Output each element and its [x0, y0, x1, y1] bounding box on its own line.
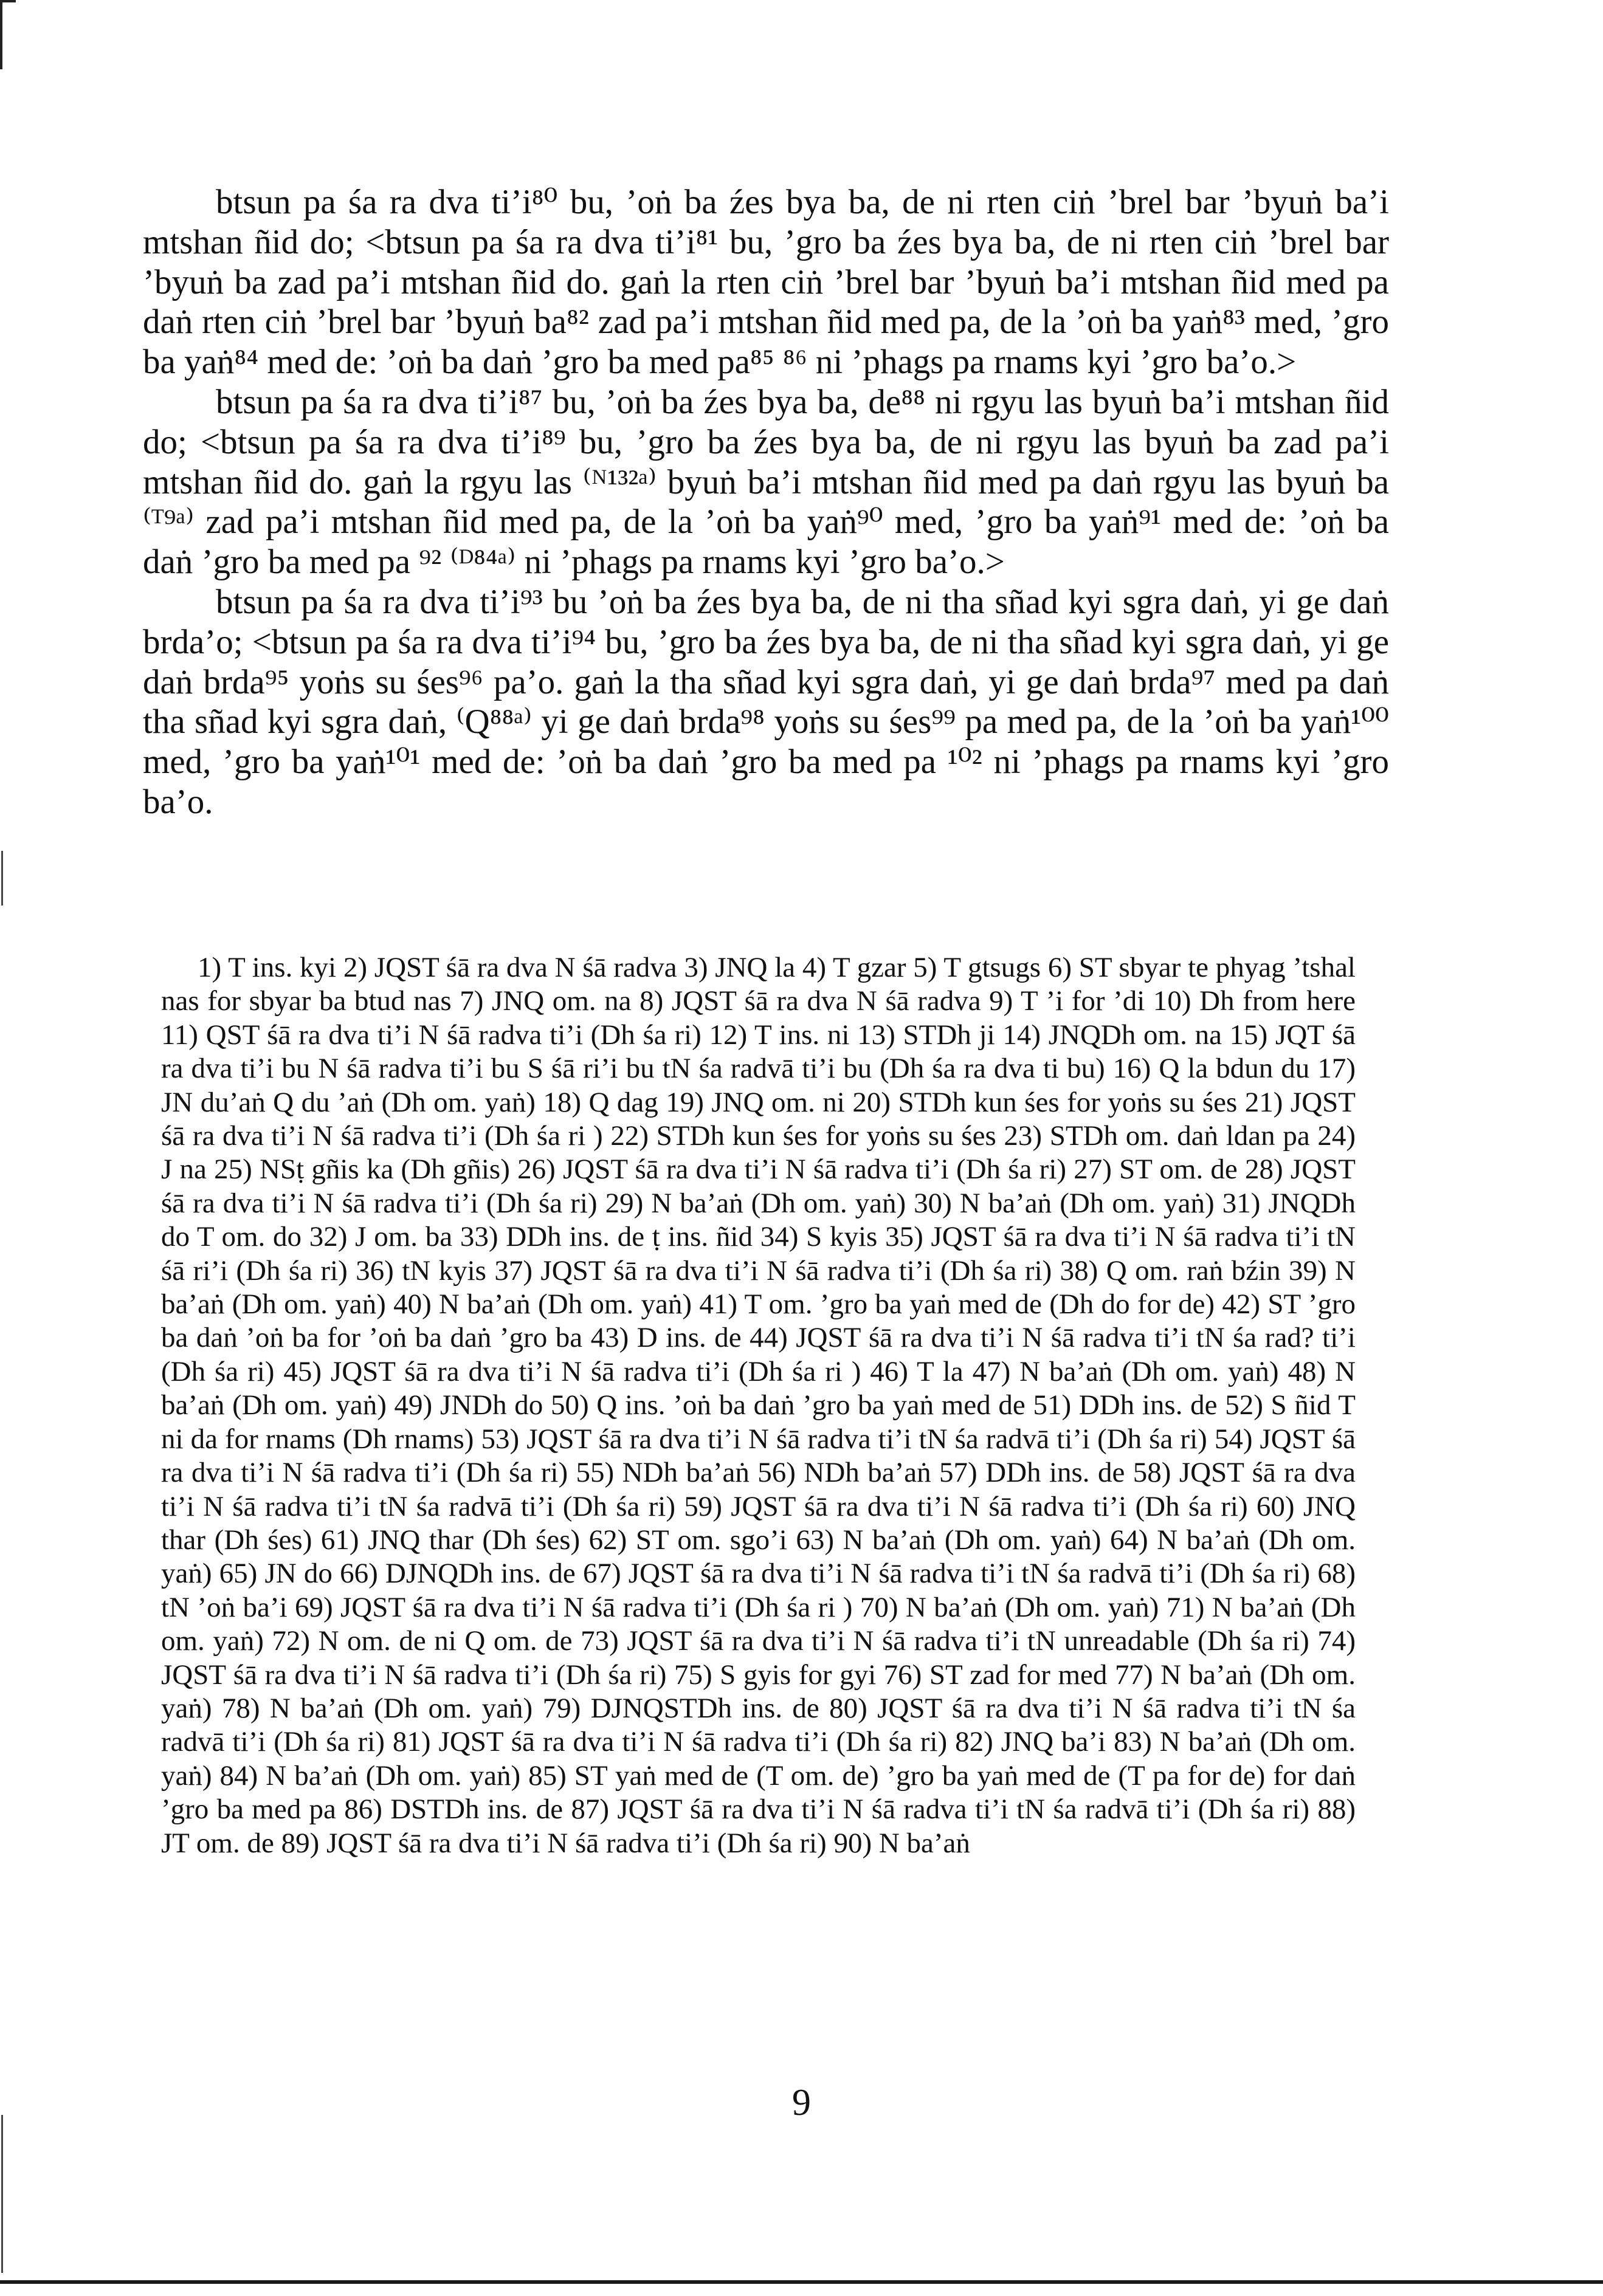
- footnotes-block: [161, 951, 1356, 1860]
- scan-bottom-edge: [0, 2280, 1603, 2284]
- main-paragraph: btsun pa śa ra dva ti’i⁸⁷ bu, ’oṅ ba źes bya ba, de⁸⁸ ni rgyu las byuṅ ba’i mtshan ñid do; <btsun pa śa ra dva ti’i⁸⁹ bu, ’gro ba źes bya ba, de ni rgyu las byuṅ ba zad pa’i mtshan ñid do. gaṅ la rgyu las ⁽ᴺ¹³²ᵃ⁾ byuṅ ba’i mtshan ñid med pa daṅ rgyu las byuṅ ba ⁽ᵀ⁹ᵃ⁾ zad pa’i mtshan ñid med pa, de la ’oṅ ba yaṅ⁹⁰ med, ’gro ba yaṅ⁹¹ med de: ’oṅ ba daṅ ’gro ba med pa ⁹² ⁽ᴰ⁸⁴ᵃ⁾ ni ’phags pa rnams kyi ’gro ba’o.>: [143, 382, 1389, 582]
- page-number: 9: [792, 2082, 811, 2123]
- scan-corner-mark: [0, 0, 16, 69]
- main-text-block: [143, 182, 1389, 822]
- main-paragraph: btsun pa śa ra dva ti’i⁸⁰ bu, ’oṅ ba źes bya ba, de ni rten ciṅ ’brel bar ’byuṅ ba’i mtshan ñid do; <btsun pa śa ra dva ti’i⁸¹ bu, ’gro ba źes bya ba, de ni rten ciṅ ’brel bar ’byuṅ ba zad pa’i mtshan ñid do. gaṅ la rten ciṅ ’brel bar ’byuṅ ba’i mtshan ñid med pa daṅ rten ciṅ ’brel bar ’byuṅ ba⁸² zad pa’i mtshan ñid med pa, de la ’oṅ ba yaṅ⁸³ med, ’gro ba yaṅ⁸⁴ med de: ’oṅ ba daṅ ’gro ba med pa⁸⁵ ⁸⁶ ni ’phags pa rnams kyi ’gro ba’o.>: [143, 183, 1389, 382]
- footnotes-text: 1) T ins. kyi 2) JQST śā ra dva N śā radva 3) JNQ la 4) T gzar 5) T gtsugs 6) ST sbyar te phyag ’tshal nas for sbyar ba btud nas 7) JNQ om. na 8) JQST śā ra dva N śā radva 9) T ’i for ’di 10) Dh from here 11) QST śā ra dva ti’i N śā radva ti’i (Dh śa ri) 12) T ins. ni 13) STDh ji 14) JNQDh om. na 15) JQT śā ra dva ti’i bu N śā radva ti’i bu S śā ri’i bu tN śa radvā ti’i bu (Dh śa ra dva ti bu) 16) Q la bdun du 17) JN du’aṅ Q du ’aṅ (Dh om. yaṅ) 18) Q dag 19) JNQ om. ni 20) STDh kun śes for yoṅs su śes 21) JQST śā ra dva ti’i N śā radva ti’i (Dh śa ri ) 22) STDh kun śes for yoṅs su śes 23) STDh om. daṅ ldan pa 24) J na 25) NSṭ gñis ka (Dh gñis) 26) JQST śā ra dva ti’i N śā radva ti’i (Dh śa ri) 27) ST om. de 28) JQST śā ra dva ti’i N śā radva ti’i (Dh śa ri) 29) N ba’aṅ (Dh om. yaṅ) 30) N ba’aṅ (Dh om. yaṅ) 31) JNQDh do T om. do 32) J om. ba 33) DDh ins. de ṭ ins. ñid 34) S kyis 35) JQST śā ra dva ti’i N śā radva ti’i tN śā ri’i (Dh śa ri) 36) tN kyis 37) JQST śā ra dva ti’i N śā radva ti’i (Dh śa ri) 38) Q om. raṅ bźin 39) N ba’aṅ (Dh om. yaṅ) 40) N ba’aṅ (Dh om. yaṅ) 41) T om. ’gro ba yaṅ med de (Dh do for de) 42) ST ’gro ba daṅ ’oṅ ba for ’oṅ ba daṅ ’gro ba 43) D ins. de 44) JQST śā ra dva ti’i N śā radva ti’i tN śa rad? ti’i (Dh śa ri) 45) JQST śā ra dva ti’i N śā radva ti’i (Dh śa ri ) 46) T la 47) N ba’aṅ (Dh om. yaṅ) 48) N ba’aṅ (Dh om. yaṅ) 49) JNDh do 50) Q ins. ’oṅ ba daṅ ’gro ba yaṅ med de 51) DDh ins. de 52) S ñid T ni da for rnams (Dh rnams) 53) JQST śā ra dva ti’i N śā radva ti’i tN śa radvā ti’i (Dh śa ri) 54) JQST śā ra dva ti’i N śā radva ti’i (Dh śa ri) 55) NDh ba’aṅ 56) NDh ba’aṅ 57) DDh ins. de 58) JQST śā ra dva ti’i N śā radva ti’i tN śa radvā ti’i (Dh śa ri) 59) JQST śā ra dva ti’i N śā radva ti’i (Dh śa ri) 60) JNQ thar (Dh śes) 61) JNQ thar (Dh śes) 62) ST om. sgo’i 63) N ba’aṅ (Dh om. yaṅ) 64) N ba’aṅ (Dh om. yaṅ) 65) JN do 66) DJNQDh ins. de 67) JQST śā ra dva ti’i N śā radva ti’i tN śa radvā ti’i (Dh śa ri) 68) tN ’oṅ ba’i 69) JQST śā ra dva ti’i N śā radva ti’i (Dh śa ri ) 70) N ba’aṅ (Dh om. yaṅ) 71) N ba’aṅ (Dh om. yaṅ) 72) N om. de ni Q om. de 73) JQST śā ra dva ti’i N śā radva ti’i tN unreadable (Dh śa ri) 74) JQST śā ra dva ti’i N śā radva ti’i (Dh śa ri) 75) S gyis for gyi 76) ST zad for med 77) N ba’aṅ (Dh om. yaṅ) 78) N ba’aṅ (Dh om. yaṅ) 79) DJNQSTDh ins. de 80) JQST śā ra dva ti’i N śā radva ti’i tN śa radvā ti’i (Dh śa ri) 81) JQST śā ra dva ti’i N śā radva ti’i (Dh śa ri) 82) JNQ ba’i 83) N ba’aṅ (Dh om. yaṅ) 84) N ba’aṅ (Dh om. yaṅ) 85) ST yaṅ med de (T om. de) ’gro ba yaṅ med de (T pa for de) for daṅ ’gro ba med pa 86) DSTDh ins. de 87) JQST śā ra dva ti’i N śā radva ti’i tN śa radvā ti’i (Dh śa ri) 88) JT om. de 89) JQST śā ra dva ti’i N śā radva ti’i (Dh śa ri) 90) N ba’aṅ: [161, 952, 1356, 1859]
- scan-edge-mark: [1, 2115, 3, 2273]
- scan-edge-mark: [1, 851, 3, 906]
- main-paragraph: btsun pa śa ra dva ti’i⁹³ bu ’oṅ ba źes bya ba, de ni tha sñad kyi sgra daṅ, yi ge daṅ brda’o; <btsun pa śa ra dva ti’i⁹⁴ bu, ’gro ba źes bya ba, de ni tha sñad kyi sgra daṅ, yi ge daṅ brda⁹⁵ yoṅs su śes⁹⁶ pa’o. gaṅ la tha sñad kyi sgra daṅ, yi ge daṅ brda⁹⁷ med pa daṅ tha sñad kyi sgra daṅ, ⁽Q⁸⁸ᵃ⁾ yi ge daṅ brda⁹⁸ yoṅs su śes⁹⁹ pa med pa, de la ’oṅ ba yaṅ¹⁰⁰ med, ’gro ba yaṅ¹⁰¹ med de: ’oṅ ba daṅ ’gro ba med pa ¹⁰² ni ’phags pa rnams kyi ’gro ba’o.: [143, 582, 1389, 821]
